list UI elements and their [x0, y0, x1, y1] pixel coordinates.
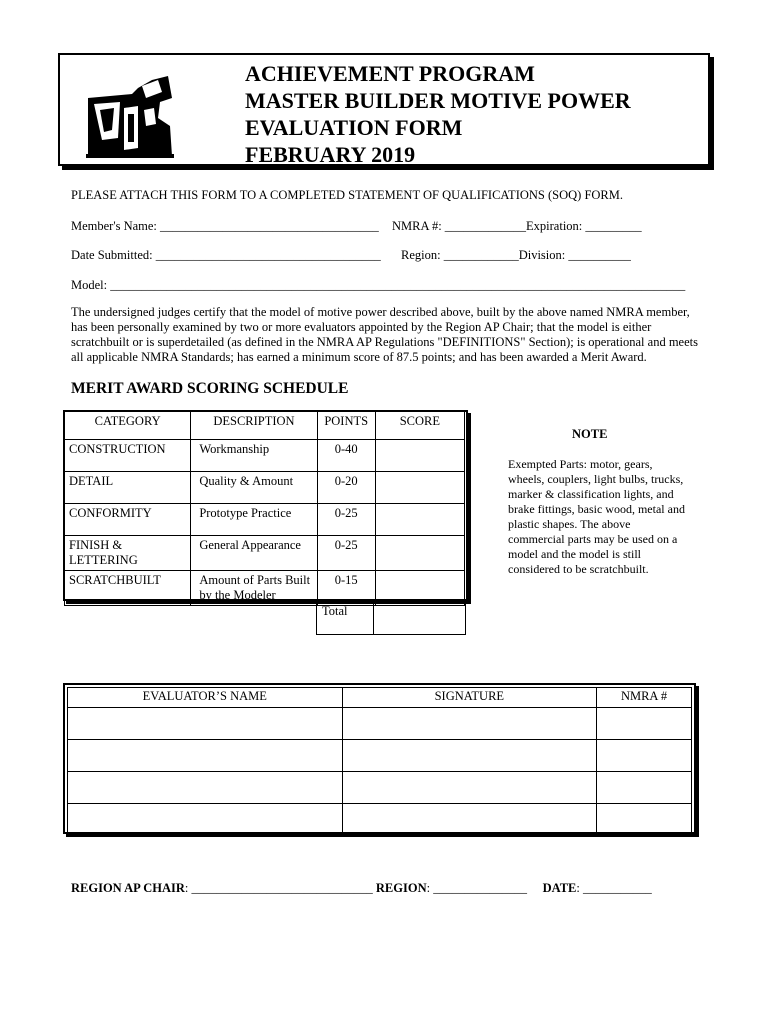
- table-row: [68, 740, 692, 772]
- table-row: [68, 804, 692, 835]
- nmra-number-input[interactable]: [597, 708, 692, 740]
- category-cell: CONSTRUCTION: [65, 440, 191, 472]
- col-header-evaluator-name: EVALUATOR’S NAME: [68, 688, 343, 708]
- chair-field[interactable]: : _____________________________: [184, 881, 373, 895]
- category-cell: CONFORMITY: [65, 504, 191, 536]
- total-divider: [373, 600, 374, 635]
- merit-heading: MERIT AWARD SCORING SCHEDULE: [71, 380, 349, 397]
- nmra-expiration-field[interactable]: NMRA #: _____________Expiration: _________: [392, 219, 642, 233]
- nmra-number-input[interactable]: [597, 740, 692, 772]
- certification-paragraph: The undersigned judges certify that the model of motive power described above, built by the above named NMRA member, has been personally examined by two or more evaluators appointed by the Region AP Chair; that the model is either scratchbuilt or is superdetailed (as defined in the NMRA AP Regulations "DEFINITIONS" Section); is operational and meets all applicable NMRA Standards; has earned a minimum score of 87.5 points; and has been awarded a Merit Award.: [71, 305, 698, 364]
- points-cell: 0-15: [317, 571, 375, 606]
- description-cell: Workmanship: [191, 440, 317, 472]
- note-text: Exempted Parts: motor, gears, wheels, couplers, light bulbs, trucks, marker & classification lights, and brake fittings, basic wood, metal and plastic shapes. The above commercial parts may be used on a model and the model is still considered to be scratchbuilt.: [508, 457, 685, 576]
- table-row: [68, 772, 692, 804]
- evaluator-name-input[interactable]: [68, 804, 343, 835]
- region-field[interactable]: : _______________: [426, 881, 527, 895]
- points-cell: 0-25: [317, 504, 375, 536]
- description-cell: Quality & Amount: [191, 472, 317, 504]
- date-field[interactable]: : ___________: [576, 881, 652, 895]
- col-header-description: DESCRIPTION: [191, 412, 317, 440]
- category-cell: FINISH & LETTERING: [65, 536, 191, 571]
- chair-line: [71, 881, 652, 896]
- evaluator-name-input[interactable]: [68, 772, 343, 804]
- members-name-field[interactable]: Member's Name: ___________________________________: [71, 219, 379, 233]
- region-division-field[interactable]: Region: ____________Division: __________: [401, 248, 631, 262]
- col-header-nmra: NMRA #: [597, 688, 692, 708]
- col-header-signature: SIGNATURE: [342, 688, 597, 708]
- table-row: [65, 536, 465, 571]
- col-header-category: CATEGORY: [65, 412, 191, 440]
- points-cell: 0-25: [317, 536, 375, 571]
- signature-input[interactable]: [342, 804, 597, 835]
- model-field[interactable]: Model: ____________________________________________________________________________________________: [71, 278, 686, 292]
- title-line: ACHIEVEMENT PROGRAM: [245, 61, 535, 86]
- instruction-text: PLEASE ATTACH THIS FORM TO A COMPLETED STATEMENT OF QUALIFICATIONS (SOQ) FORM.: [71, 188, 623, 202]
- table-row: [65, 440, 465, 472]
- points-cell: 0-40: [317, 440, 375, 472]
- form-title: [245, 60, 631, 168]
- date-submitted-field[interactable]: Date Submitted: ____________________________________: [71, 248, 381, 262]
- evaluator-name-input[interactable]: [68, 708, 343, 740]
- table-row: [68, 708, 692, 740]
- category-cell: SCRATCHBUILT: [65, 571, 191, 606]
- score-input[interactable]: [375, 536, 464, 571]
- scoring-table: [63, 410, 468, 601]
- table-row: [65, 504, 465, 536]
- table-row: [65, 472, 465, 504]
- date-label: DATE: [542, 881, 577, 895]
- category-cell: DETAIL: [65, 472, 191, 504]
- score-input[interactable]: [375, 472, 464, 504]
- note-title: NOTE: [572, 427, 608, 441]
- description-cell: General Appearance: [191, 536, 317, 571]
- total-score-input[interactable]: [375, 602, 464, 633]
- nmra-number-input[interactable]: [597, 772, 692, 804]
- chair-label: REGION AP CHAIR: [71, 881, 185, 895]
- col-header-points: POINTS: [317, 412, 375, 440]
- title-line: EVALUATION FORM: [245, 115, 463, 140]
- signature-input[interactable]: [342, 708, 597, 740]
- description-cell: Amount of Parts Built by the Modeler: [191, 571, 317, 606]
- score-input[interactable]: [375, 440, 464, 472]
- title-line: FEBRUARY 2019: [245, 142, 416, 167]
- score-input[interactable]: [375, 504, 464, 536]
- nmra-number-input[interactable]: [597, 804, 692, 835]
- points-cell: 0-20: [317, 472, 375, 504]
- locomotive-logo-icon: [80, 68, 175, 160]
- title-line: MASTER BUILDER MOTIVE POWER: [245, 88, 631, 113]
- signature-input[interactable]: [342, 772, 597, 804]
- evaluators-table: [63, 683, 696, 834]
- description-cell: Prototype Practice: [191, 504, 317, 536]
- signature-input[interactable]: [342, 740, 597, 772]
- evaluator-name-input[interactable]: [68, 740, 343, 772]
- total-label: Total: [322, 604, 348, 618]
- region-label: REGION: [375, 881, 427, 895]
- col-header-score: SCORE: [375, 412, 464, 440]
